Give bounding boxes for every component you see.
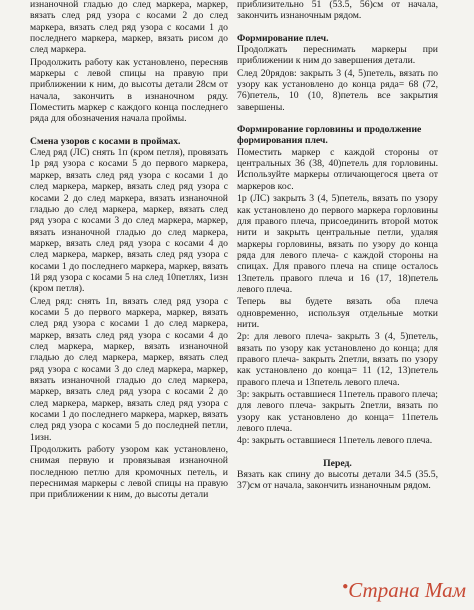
paragraph: Продолжить работу узором как установлено, снимая первую и провязывая изнаночной последнюю петлю для кромочных петель, и переснимая маркеры с левой спицы на правую при приближении к ним, до высоты детали xyxy=(30,444,228,501)
paragraph: След 20рядов: закрыть 3 (4, 5)петель, вязать по узору как установлено до конца ряда= 68 (72, 76)петель, 10 (10, 8)петель все закрытия завершены. xyxy=(237,67,438,113)
paragraph: Теперь вы будете вязать оба плеча одновременно, используя отдельные мотки нити. xyxy=(237,296,438,330)
paragraph: 4р: закрыть оставшиеся 11петель левого плеча. xyxy=(237,435,433,447)
paragraph: След ряд (ЛС) снять 1п (кром петля), провязать 1р ряд узора с косами 5 до первого маркера, маркер, вязать след ряд узора с косами 1 до след маркера, маркер, вязать след ряд узора с косами 2 до след маркера, вязать изнаночной гладью до след маркера, маркер, вязать след ряд узора с косами 3 до след маркера, маркер, вязать изнаночной гладью до след маркера, маркер, вязать след ряд узора с косами 4 до след маркера, маркер, вязать след ряд узора с косами 1 до последнего маркера, маркер, вязать 1й ряд узора с косами 5 на след 10петлях, 1изн (кром петля). xyxy=(30,147,228,295)
spacer xyxy=(30,125,228,136)
section-heading: Формирование плеч. xyxy=(237,32,329,44)
spacer xyxy=(237,113,438,124)
left-column xyxy=(30,0,228,501)
paragraph: 3р: закрыть оставшиеся 11петель правого плеча; для левого плеча- закрыть 2петли, вязать по узору как установлено до конца= 11петель левого плеча. xyxy=(237,389,438,435)
paragraph: Вязать как спину до высоты детали 34.5 (35.5, 37)см от начала, закончить изнаночным рядом. xyxy=(237,469,438,492)
paragraph: изнаночной гладью до след маркера, маркер, вязать след ряд узора с косами 2 до след маркера, вязать след ряд узора с косами 1 до последнего маркера, маркер, вязать рисом до след маркера. xyxy=(30,0,228,56)
paragraph: Продолжать переснимать маркеры при приближении к ним до завершения детали. xyxy=(237,44,438,67)
spacer xyxy=(237,447,438,458)
section-heading: Формирование горловины и продолжение формирования плеч. xyxy=(237,124,422,147)
section-heading: Перед. xyxy=(323,457,352,469)
site-watermark xyxy=(342,578,466,603)
paragraph: След ряд: снять 1п, вязать след ряд узора с косами 5 до первого маркера, маркер, вязать след ряд узора с косами 1 до след маркера, маркер, вязать след ряд узора с косами 4 до след маркера, маркер, вязать изнаночной гладью до след маркера, маркер, вязать след ряд узора с косами 3 до след маркера, маркер, вязать изнаночной гладью до след маркера, маркер, вязать след ряд узора с косами 2 до след маркера, маркер, вязать след ряд узора с косами 1 до последнего маркера, маркер, вязать след ряд узора с косами 5 до последней петли, 1изн. xyxy=(30,295,228,443)
watermark-dot-icon: ● xyxy=(342,581,349,592)
paragraph: Продолжить работу как установлено, пересняв маркеры с левой спицы на правую при приближении к ним, до высоты детали 28см от начала, закончить в изнаночном ряду. Поместить маркер с каждого конца последнего ряда для обозначения начала проймы. xyxy=(30,56,228,125)
paragraph: 1р (ЛС) закрыть 3 (4, 5)петель, вязать по узору как установлено до первого маркера горловины для правого плеча, присоединить второй моток нити и закрыть центральные петли, удаляя маркеры горловины, вязать по узору до конца ряда для левого плеча- с каждой стороны на спицах. Для правого плеча на спице осталось 13петель правого плеча и 16 (17, 18)петель левого плеча. xyxy=(237,193,438,295)
watermark-text: Страна Мам xyxy=(348,578,466,602)
paragraph: 2р: для левого плеча- закрыть 3 (4, 5)петель, вязать по узору как установлено до конца; для правого плеча- закрыть 2петли, вязать по узору как установлено до конца= 11 (12, 13)петель правого плеча и 13петель левого плеча. xyxy=(237,331,438,388)
right-column xyxy=(237,0,438,492)
paragraph: приблизительно 51 (53.5, 56)см от начала, закончить изнаночным рядом. xyxy=(237,0,438,22)
section-heading: Смена узоров с косами в проймах. xyxy=(30,135,181,147)
paragraph: Поместить маркер с каждой стороны от центральных 36 (38, 40)петель для горловины. Используйте маркеры отличающегося цвета от маркеров кос. xyxy=(237,146,438,192)
spacer xyxy=(237,22,438,33)
